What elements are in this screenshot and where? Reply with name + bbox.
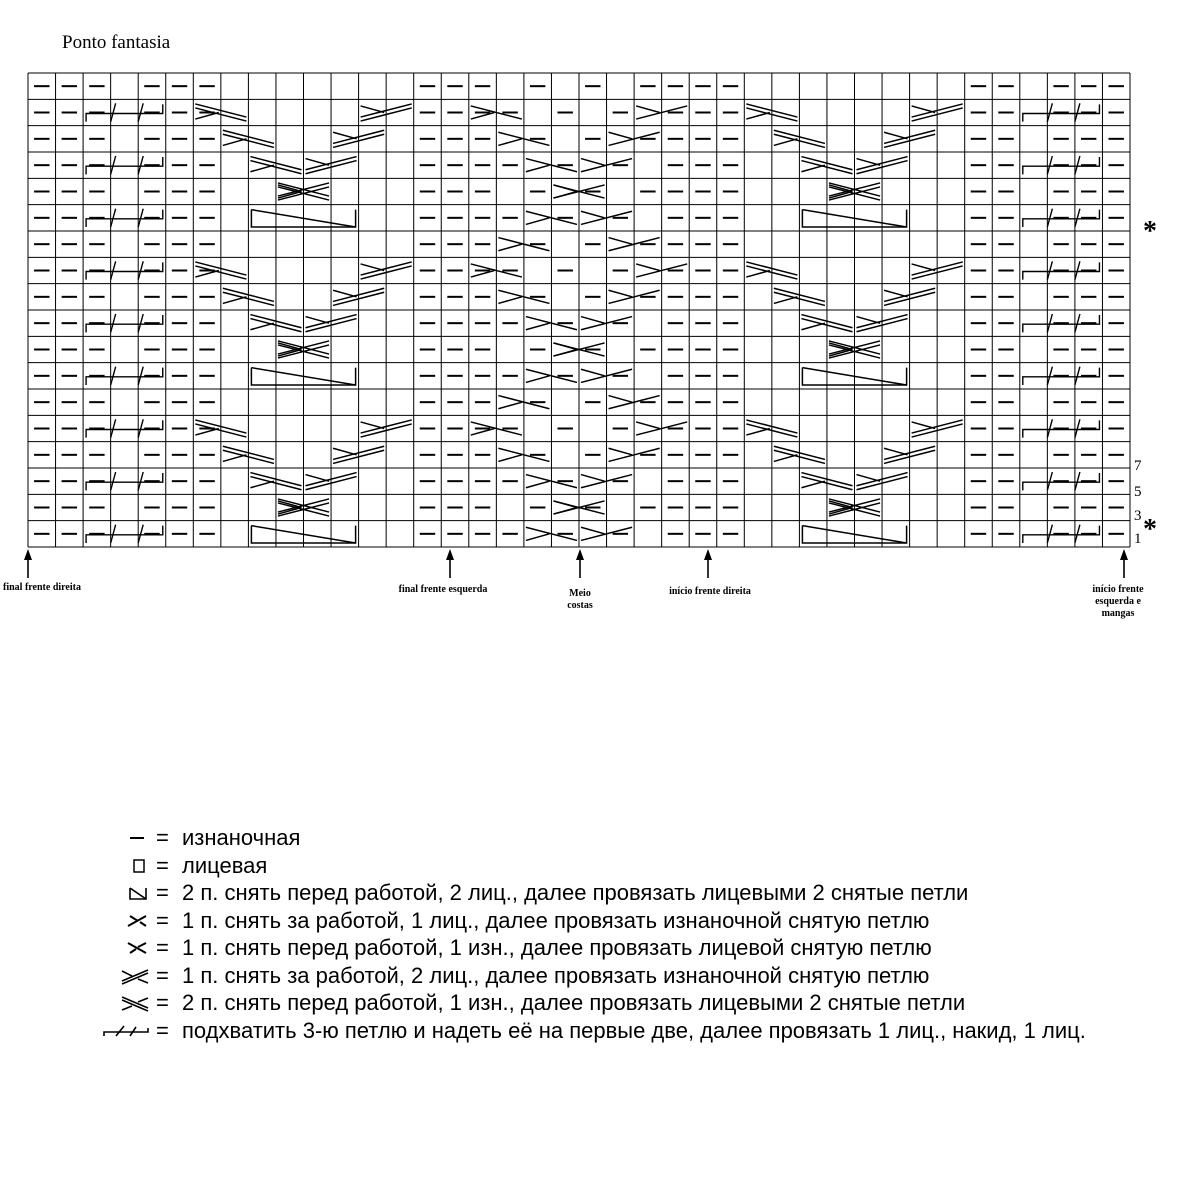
cross-stitch-line [581, 159, 605, 166]
pass-over-stitch [1023, 157, 1100, 174]
pass-over-stitch [1047, 209, 1052, 227]
cross-stitch-line [801, 481, 825, 488]
pass-over-stitch [1047, 261, 1052, 279]
cable-2x2-icon [100, 882, 152, 904]
cross-stitch-line [306, 159, 330, 166]
pass-over-stitch [111, 472, 116, 490]
repeat-star-top: * [1143, 216, 1157, 247]
pass-over-stitch [86, 262, 163, 279]
cross-stitch-line [857, 159, 881, 166]
cross-stitch-line [884, 132, 908, 139]
cross-stitch-line [884, 290, 908, 297]
pass-over-stitch [1047, 472, 1052, 490]
pass-over-stitch [1075, 209, 1080, 227]
pass-over-stitch [1023, 420, 1100, 437]
pass-over-stitch [111, 261, 116, 279]
pass-over-stitch [138, 156, 143, 174]
pass-over-stitch [1075, 156, 1080, 174]
legend-item-purl: = изнаночная [100, 824, 1180, 852]
pass-over-stitch [86, 420, 163, 437]
cross-stitch-line [553, 501, 577, 508]
cross-stitch-line [526, 376, 550, 383]
pass-over-stitch [1075, 367, 1080, 385]
cross-stitch-line [609, 448, 633, 455]
marker-inicio-frente-direita: início frente direita [669, 586, 751, 597]
pass-over-stitch [1075, 314, 1080, 332]
cross-stitch-line [912, 264, 936, 271]
chart-title: Ponto fantasia [62, 32, 171, 53]
cross-stitch-line [636, 264, 660, 271]
cross-stitch-line [498, 455, 522, 462]
pass-over-stitch [1047, 314, 1052, 332]
cross-stitch-line [553, 343, 577, 350]
pass-over-stitch [1047, 103, 1052, 121]
pass-over-stitch [1023, 210, 1100, 227]
pass-over-stitch [86, 473, 163, 490]
cross-stitch-line [333, 132, 357, 139]
cross-stitch-line [581, 527, 605, 534]
arrow-head-icon [1120, 549, 1128, 560]
pass-over-stitch [1075, 261, 1080, 279]
repeat-star-bottom: * [1143, 514, 1157, 545]
cross-stitch-line [526, 218, 550, 225]
legend-text-cross-right: 1 п. снять за работой, 1 лиц., далее провязать изнаночной снятую петлю [182, 907, 930, 933]
legend-item-cross-right: = 1 п. снять за работой, 1 лиц., далее провязать изнаночной снятую петлю [100, 907, 1180, 935]
cross-stitch-line [581, 475, 605, 482]
row-number-5: 5 [1134, 484, 1142, 500]
legend-text-knit: лицевая [182, 852, 268, 878]
marker-inicio-frente-esquerda-e-mangas: início frente esquerda e mangas [1092, 584, 1144, 619]
row-number-7: 7 [1134, 458, 1142, 474]
pass-over-stitch [1047, 156, 1052, 174]
pass-over-stitch [1075, 103, 1080, 121]
cross-stitch-line [223, 297, 247, 304]
legend-text-purl: изнаночная [182, 825, 301, 850]
marker-meio-costas: Meio costas [567, 588, 593, 611]
cross-stitch-line [306, 317, 330, 324]
cross-stitch-line [581, 211, 605, 218]
pass-over-stitch [111, 103, 116, 121]
cross-stitch-line [361, 264, 385, 271]
cross-stitch-line [333, 290, 357, 297]
cross-stitch-line [801, 323, 825, 330]
row-number-1: 1 [1134, 531, 1142, 547]
cross-stitch-line [361, 422, 385, 429]
pass-over-stitch [1023, 473, 1100, 490]
cross-stitch-line [746, 429, 770, 436]
cross-stitch-line [498, 402, 522, 409]
arrow-head-icon [24, 549, 32, 560]
legend-item-knit: = лицевая [100, 852, 1180, 880]
pass-over-stitch [111, 156, 116, 174]
cross-stitch-line [526, 481, 550, 488]
pass-over-stitch [138, 367, 143, 385]
cross-stitch-line [774, 139, 798, 146]
pass-over-stitch [111, 419, 116, 437]
cross-stitch-line [609, 132, 633, 139]
cross-stitch-line [884, 448, 908, 455]
row-number-3: 3 [1134, 508, 1142, 524]
legend [100, 824, 1180, 1075]
arrow-head-icon [704, 549, 712, 560]
cross-stitch-line [498, 244, 522, 251]
cross-stitch-line [553, 185, 577, 192]
cross-left-icon [100, 937, 152, 959]
pass-over-stitch [86, 210, 163, 227]
cross-stitch-line [223, 455, 247, 462]
legend-text-cross-left: 1 п. снять перед работой, 1 изн., далее провязать лицевой снятую петлю [182, 935, 932, 960]
pass-over-stitch [86, 104, 163, 121]
pass-over-stitch [86, 368, 163, 385]
pass-over-stitch [138, 525, 143, 543]
legend-text-cross-2-right: 1 п. снять за работой, 2 лиц., далее провязать изнаночной снятую петлю [182, 962, 930, 988]
cross-stitch-line [250, 165, 274, 172]
pass-over-stitch [1047, 525, 1052, 543]
cross-stitch-line [609, 396, 633, 403]
arrow-head-icon [576, 549, 584, 560]
pass-over-stitch [138, 419, 143, 437]
arrow-head-icon [446, 549, 454, 560]
cross-stitch-line [526, 165, 550, 172]
pass-over-stitch [111, 367, 116, 385]
pass-over-stitch [138, 314, 143, 332]
cross-right-icon [100, 910, 152, 932]
cross-stitch-line [636, 422, 660, 429]
knit-square-icon [100, 855, 152, 877]
cross-stitch-line [526, 323, 550, 330]
pass-over-stitch [111, 525, 116, 543]
cross-stitch-line [581, 317, 605, 324]
cross-stitch-line [306, 475, 330, 482]
cross-stitch-line [526, 534, 550, 541]
legend-item-cross-2-right: = 1 п. снять за работой, 2 лиц., далее провязать изнаночной снятую петлю [100, 962, 1180, 990]
cross-stitch-line [857, 317, 881, 324]
pass-over-stitch [1023, 368, 1100, 385]
cross-stitch-line [333, 448, 357, 455]
pass-over-stitch [1023, 262, 1100, 279]
pass-over-stitch [1023, 315, 1100, 332]
pass-over-stitch [111, 209, 116, 227]
pass-over-stitch [86, 526, 163, 543]
cross-stitch-line [857, 475, 881, 482]
cross-stitch-line [636, 106, 660, 113]
legend-text-cross-2-left: 2 п. снять перед работой, 1 изн., далее провязать лицевыми 2 снятые петли [182, 990, 966, 1015]
legend-item-cross-2-left: = 2 п. снять перед работой, 1 изн., далее провязать лицевыми 2 снятые петли [100, 989, 1180, 1017]
pass-over-icon [100, 1020, 152, 1042]
legend-item-pass-over: = подхватить 3-ю петлю и надеть её на первые две, далее провязать 1 лиц., накид, 1 лиц. [100, 1017, 1180, 1075]
pass-over-stitch [138, 472, 143, 490]
pass-over-stitch [1047, 419, 1052, 437]
cross-stitch-line [581, 369, 605, 376]
legend-text-pass-over: подхватить 3-ю петлю и надеть её на первые две, далее провязать 1 лиц., накид, 1 лиц. [182, 1017, 1086, 1043]
cross-2-left-icon [100, 992, 152, 1014]
cross-stitch-line [912, 106, 936, 113]
pass-over-stitch [111, 314, 116, 332]
pass-over-stitch [86, 157, 163, 174]
pass-over-stitch [86, 315, 163, 332]
cross-2-right-icon [100, 965, 152, 987]
marker-final-frente-esquerda: final frente esquerda [398, 584, 488, 595]
cross-stitch-line [609, 238, 633, 245]
legend-item-cross-left: = 1 п. снять перед работой, 1 изн., далее провязать лицевой снятую петлю [100, 934, 1180, 962]
cross-stitch-line [746, 113, 770, 120]
legend-text-cable-2x2: 2 п. снять перед работой, 2 лиц., далее провязать лицевыми 2 снятые петли [182, 880, 969, 905]
cross-stitch-line [774, 455, 798, 462]
cross-stitch-line [912, 422, 936, 429]
cross-stitch-line [801, 165, 825, 172]
pass-over-stitch [1075, 525, 1080, 543]
cross-stitch-line [361, 106, 385, 113]
legend-item-cable-2x2: = 2 п. снять перед работой, 2 лиц., далее провязать лицевыми 2 снятые петли [100, 879, 1180, 907]
pass-over-stitch [138, 261, 143, 279]
pass-over-stitch [1075, 419, 1080, 437]
pass-over-stitch [1023, 104, 1100, 121]
cross-stitch-line [498, 139, 522, 146]
pass-over-stitch [1047, 367, 1052, 385]
cross-stitch-line [250, 323, 274, 330]
cross-stitch-line [223, 139, 247, 146]
cross-stitch-line [250, 481, 274, 488]
pass-over-stitch [1023, 526, 1100, 543]
cross-stitch-line [774, 297, 798, 304]
purl-dash-icon [100, 827, 152, 849]
cross-stitch-line [746, 271, 770, 278]
pass-over-stitch [138, 103, 143, 121]
pass-over-stitch [1075, 472, 1080, 490]
cross-stitch-line [498, 297, 522, 304]
pass-over-stitch [138, 209, 143, 227]
marker-final-frente-direita: final frente direita [3, 582, 81, 593]
cross-stitch-line [609, 290, 633, 297]
